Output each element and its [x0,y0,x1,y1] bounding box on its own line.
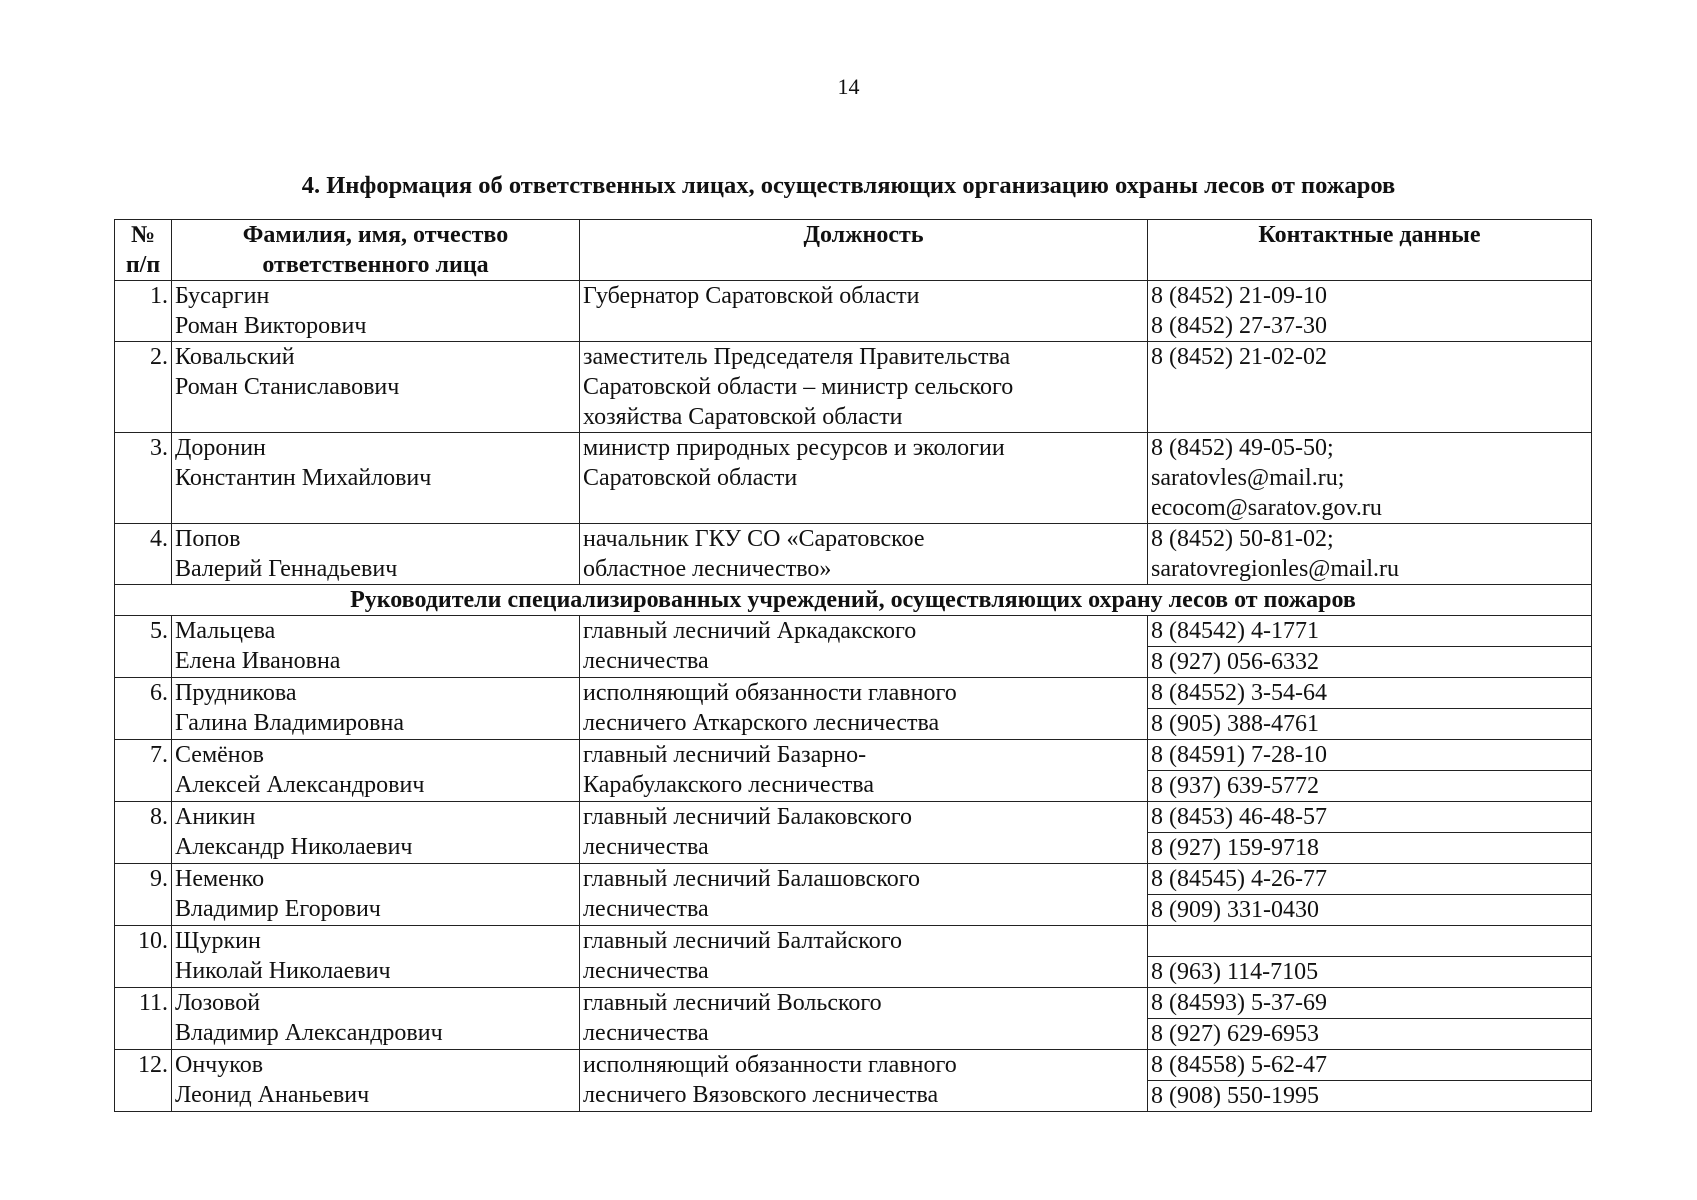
person-name-line: Константин Михайлович [175,465,432,491]
person-name-line: Валерий Геннадьевич [175,556,398,582]
contact-cell: 8 (963) 114-7105 [1148,957,1592,988]
person-name-line: Лозовой [175,990,261,1016]
person-contacts [1148,524,1592,585]
row-number: 2. [115,342,172,433]
person-position [580,864,1148,926]
person-position-line: исполняющий обязанности главного [583,1052,957,1078]
row-number: 5. [115,616,172,678]
contact-cell: 8 (909) 331-0430 [1148,895,1592,926]
person-name-line: Николай Николаевич [175,958,391,984]
person-position-line: лесничества [583,834,709,860]
person-position-line: начальник ГКУ СО «Саратовское [583,526,925,552]
person-name-line: Щуркин [175,928,261,954]
contact-cell: 8 (927) 159-9718 [1148,833,1592,864]
person-position-line: лесничего Аткарского лесничества [583,710,940,736]
person-position-line: исполняющий обязанности главного [583,680,957,706]
contact-cell: 8 (84558) 5-62-47 [1148,1050,1592,1081]
person-name-line: Бусаргин [175,283,270,309]
person-name-line: Ончуков [175,1052,264,1078]
table-row [115,740,1592,771]
contact-cell: 8 (905) 388-4761 [1148,709,1592,740]
contact-cell: 8 (84542) 4-1771 [1148,616,1592,647]
person-position-line: Саратовской области [583,465,798,491]
person-name [172,740,580,802]
person-contacts [1148,281,1592,342]
row-number: 8. [115,802,172,864]
row-number: 7. [115,740,172,802]
person-contacts-line: ecocom@saratov.gov.ru [1151,495,1382,521]
header-num-line: № [130,222,156,248]
person-position-line: главный лесничий Базарно- [583,742,867,768]
contact-cell: 8 (908) 550-1995 [1148,1081,1592,1112]
header-num [115,220,172,281]
person-name [172,1050,580,1112]
person-contacts [1148,342,1592,433]
contact-cell: 8 (84593) 5-37-69 [1148,988,1592,1019]
person-contacts-line: saratovregionles@mail.ru [1151,556,1400,582]
person-name-line: Леонид Ананьевич [175,1082,370,1108]
responsible-persons-table [114,219,1592,1112]
person-position-line: министр природных ресурсов и экологии [583,435,1005,461]
person-name-line: Семёнов [175,742,264,768]
contact-cell: 8 (84552) 3-54-64 [1148,678,1592,709]
person-name-line: Алексей Александрович [175,772,425,798]
person-position-line: главный лесничий Вольского [583,990,882,1016]
person-name-line: Попов [175,526,241,552]
person-position-line: главный лесничий Балтайского [583,928,902,954]
person-position [580,524,1148,585]
header-contacts: Контактные данные [1148,220,1592,281]
person-position-line: лесничества [583,896,709,922]
person-name-line: Доронин [175,435,266,461]
header-position: Должность [580,220,1148,281]
table-row [115,342,1592,433]
contact-cell: 8 (927) 629-6953 [1148,1019,1592,1050]
person-name [172,433,580,524]
person-name [172,802,580,864]
person-position [580,802,1148,864]
table-header-row [115,220,1592,281]
contact-cell: 8 (84545) 4-26-77 [1148,864,1592,895]
person-position [580,926,1148,988]
person-position-line: заместитель Председателя Правительства [583,344,1011,370]
person-position-line: главный лесничий Аркадакского [583,618,917,644]
section-row [115,585,1592,616]
header-name [172,220,580,281]
person-contacts-line: 8 (8452) 27-37-30 [1151,313,1327,339]
person-name-line: Галина Владимировна [175,710,405,736]
table-row [115,616,1592,647]
person-position-line: главный лесничий Балашовского [583,866,921,892]
person-name-line: Елена Ивановна [175,648,341,674]
row-number: 4. [115,524,172,585]
person-name-line: Владимир Александрович [175,1020,443,1046]
person-position-line: хозяйства Саратовской области [583,404,903,430]
section-title: Руководители специализированных учреждений, осуществляющих охрану лесов от пожаров [115,585,1592,616]
person-position-line: главный лесничий Балаковского [583,804,912,830]
contact-cell: 8 (927) 056-6332 [1148,647,1592,678]
person-position-line: лесничего Вязовского лесничества [583,1082,939,1108]
person-name-line: Прудникова [175,680,297,706]
person-position [580,281,1148,342]
person-name [172,864,580,926]
header-num-line: п/п [125,252,161,278]
document-title: 4. Информация об ответственных лицах, осуществляющих организацию охраны лесов от пожаров [301,172,1396,199]
person-position-line: лесничества [583,958,709,984]
person-name-line: Мальцева [175,618,276,644]
person-position-line: Карабулакского лесничества [583,772,874,798]
page-number: 14 [837,74,860,99]
person-name-line: Неменко [175,866,265,892]
person-position [580,1050,1148,1112]
person-name-line: Роман Станиславович [175,374,400,400]
person-position [580,988,1148,1050]
person-position [580,678,1148,740]
table-row [115,1050,1592,1081]
header-name-line: Фамилия, имя, отчество [242,222,509,248]
person-contacts [1148,433,1592,524]
person-name-line: Владимир Егорович [175,896,381,922]
person-contacts-line: saratovles@mail.ru; [1151,465,1345,491]
row-number: 11. [115,988,172,1050]
person-name-line: Ковальский [175,344,295,370]
person-name-line: Аникин [175,804,256,830]
person-position-line: лесничества [583,648,709,674]
person-name-line: Александр Николаевич [175,834,413,860]
table-row [115,864,1592,895]
person-name [172,281,580,342]
table-row [115,433,1592,524]
table-body [115,281,1592,1112]
person-position [580,740,1148,802]
person-position-line: Губернатор Саратовской области [583,283,920,309]
table-row [115,988,1592,1019]
person-name [172,678,580,740]
person-position [580,616,1148,678]
person-contacts-line: 8 (8452) 50-81-02; [1151,526,1334,552]
person-name [172,988,580,1050]
person-name [172,926,580,988]
row-number: 6. [115,678,172,740]
person-position-line: лесничества [583,1020,709,1046]
header-name-line: ответственного лица [262,252,489,278]
person-name [172,616,580,678]
table-row [115,926,1592,957]
row-number: 10. [115,926,172,988]
table-row [115,524,1592,585]
contact-cell: 8 (84591) 7-28-10 [1148,740,1592,771]
person-position [580,342,1148,433]
person-name [172,524,580,585]
person-position-line: областное лесничество» [583,556,832,582]
row-number: 9. [115,864,172,926]
person-position [580,433,1148,524]
contact-cell [1148,926,1592,957]
contact-cell: 8 (937) 639-5772 [1148,771,1592,802]
person-name-line: Роман Викторович [175,313,367,339]
person-position-line: Саратовской области – министр сельского [583,374,1014,400]
row-number: 1. [115,281,172,342]
table-row [115,678,1592,709]
person-contacts-line: 8 (8452) 21-02-02 [1151,344,1327,370]
person-contacts-line: 8 (8452) 21-09-10 [1151,283,1327,309]
table-row [115,802,1592,833]
row-number: 12. [115,1050,172,1112]
person-name [172,342,580,433]
table-row [115,281,1592,342]
person-contacts-line: 8 (8452) 49-05-50; [1151,435,1334,461]
row-number: 3. [115,433,172,524]
contact-cell: 8 (8453) 46-48-57 [1148,802,1592,833]
